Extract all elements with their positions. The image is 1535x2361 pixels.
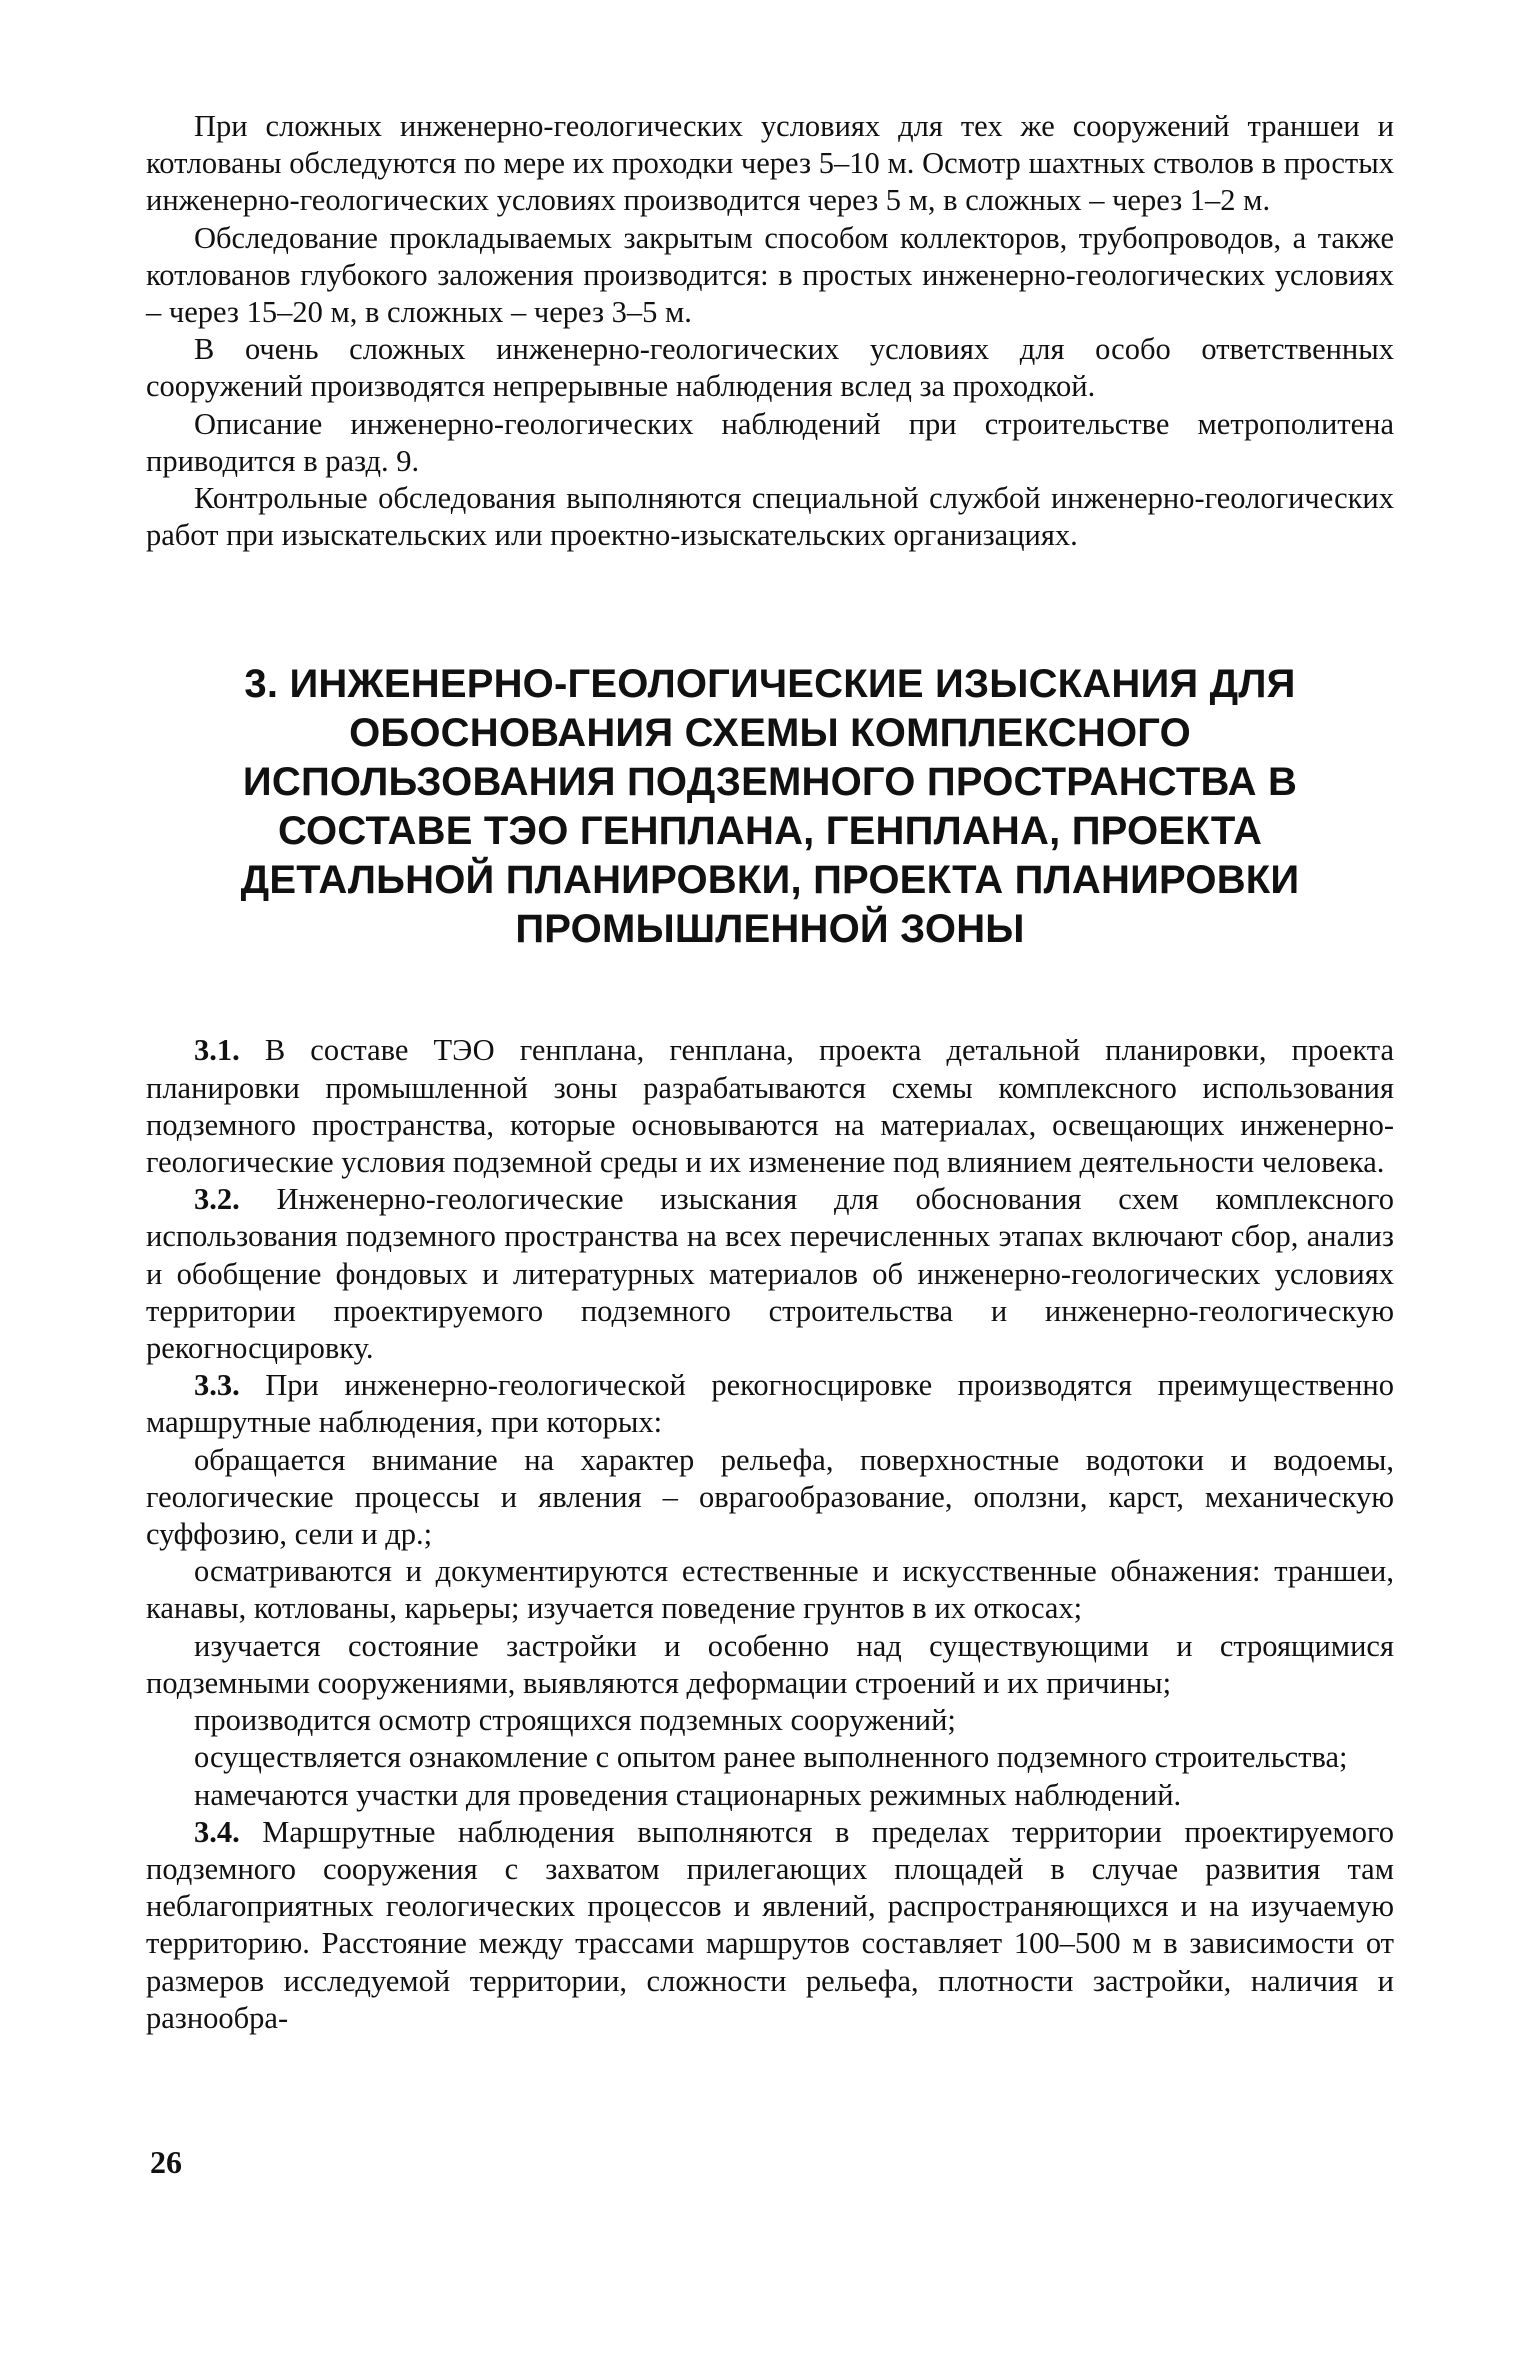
list-item: осуществляется ознакомление с опытом ранее выполненного подземного строительства; bbox=[194, 1740, 1348, 1775]
section-heading-line: ПРОМЫШЛЕННОЙ ЗОНЫ bbox=[515, 907, 1025, 952]
section-heading-line: ОБОСНОВАНИЯ СХЕМЫ КОМПЛЕКСНОГО bbox=[349, 711, 1191, 756]
list-item: осматриваются и документируются естественные и искусственные обнажения: траншеи, канавы, котлованы, карьеры; изучается поведение грунтов в их откосах; bbox=[146, 1554, 1394, 1626]
intro-paragraph: В очень сложных инженерно-геологических условиях для особо ответственных сооружений производятся непрерывные наблюдения вслед за проходкой. bbox=[146, 332, 1394, 404]
clause-paragraph bbox=[146, 1814, 1394, 2037]
clause-paragraph bbox=[146, 1367, 1394, 1441]
intro-paragraph: Описание инженерно-геологических наблюдений при строительстве метрополитена приводится в разд. 9. bbox=[146, 406, 1394, 478]
page-text-block bbox=[146, 108, 1394, 2037]
clause-text: В составе ТЭО генплана, генплана, проекта детальной планировки, проекта планировки промышленной зоны разрабатываются схемы комплексного использования подземного пространства, которые основываются на материалах, освещающих инженерно-геологические условия подземной среды и их изменение под влиянием деятельности человека. bbox=[146, 1033, 1394, 1180]
list-item: производится осмотр строящихся подземных сооружений; bbox=[194, 1703, 956, 1738]
intro-paragraph: Контрольные обследования выполняются специальной службой инженерно-геологических работ при изыскательских или проектно-изыскательских организациях. bbox=[146, 481, 1394, 553]
intro-paragraph: Обследование прокладываемых закрытым способом коллекторов, трубопроводов, а также котлованов глубокого заложения производится: в простых инженерно-геологических условиях – через 15–20 м, в сложных – через 3–5 м. bbox=[146, 220, 1394, 330]
section-heading-line: 3. ИНЖЕНЕРНО-ГЕОЛОГИЧЕСКИЕ ИЗЫСКАНИЯ ДЛЯ bbox=[244, 662, 1296, 707]
clause-text: Инженерно-геологические изыскания для обоснования схем комплексного использования подземного пространства на всех перечисленных этапах включают сбор, анализ и обобщение фондовых и литературных материалов об инженерно-геологических условиях территории проектируемого подземного строительства и инженерно-геологическую рекогносцировку. bbox=[146, 1182, 1394, 1366]
page-number: 26 bbox=[150, 2144, 182, 2180]
clause-paragraph bbox=[146, 1032, 1394, 1181]
clause-number: 3.4. bbox=[194, 1814, 240, 1849]
section-heading-line: ИСПОЛЬЗОВАНИЯ ПОДЗЕМНОГО ПРОСТРАНСТВА В bbox=[242, 760, 1298, 805]
list-item: обращается внимание на характер рельефа, поверхностные водотоки и водоемы, геологические процессы и явления – оврагообразование, оползни, карст, механическую суффозию, сели и др.; bbox=[146, 1442, 1394, 1552]
clause-number: 3.2. bbox=[194, 1182, 240, 1217]
clause-text: Маршрутные наблюдения выполняются в пределах территории проектируемого подземного сооружения с захватом прилегающих площадей в случае развития там неблагоприятных геологических процессов и явлений, распространяющихся и на изучаемую территорию. Расстояние между трассами маршрутов составляет 100–500 м в зависимости от размеров исследуемой территории, сложности рельефа, плотности застройки, наличия и разнообра- bbox=[146, 1814, 1394, 2035]
clause-number: 3.1. bbox=[194, 1033, 240, 1068]
section-heading-line: ДЕТАЛЬНОЙ ПЛАНИРОВКИ, ПРОЕКТА ПЛАНИРОВКИ bbox=[240, 858, 1300, 903]
clause-number: 3.3. bbox=[194, 1368, 240, 1403]
section-heading-line: СОСТАВЕ ТЭО ГЕНПЛАНА, ГЕНПЛАНА, ПРОЕКТА bbox=[277, 809, 1263, 854]
list-item: изучается состояние застройки и особенно над существующими и строящимися подземными сооружениями, выявляются деформации строений и их причины; bbox=[146, 1628, 1394, 1700]
intro-paragraph: При сложных инженерно-геологических условиях для тех же сооружений траншеи и котлованы обследуются по мере их проходки через 5–10 м. Осмотр шахтных стволов в простых инженерно-геологических условиях производится через 5 м, в сложных – через 1–2 м. bbox=[146, 109, 1394, 218]
clause-text: При инженерно-геологической рекогносцировке производятся преимущественно маршрутные наблюдения, при которых: bbox=[146, 1368, 1394, 1440]
section-heading bbox=[166, 660, 1374, 954]
clause-paragraph bbox=[146, 1181, 1394, 1367]
list-item: намечаются участки для проведения стационарных режимных наблюдений. bbox=[194, 1777, 1182, 1812]
